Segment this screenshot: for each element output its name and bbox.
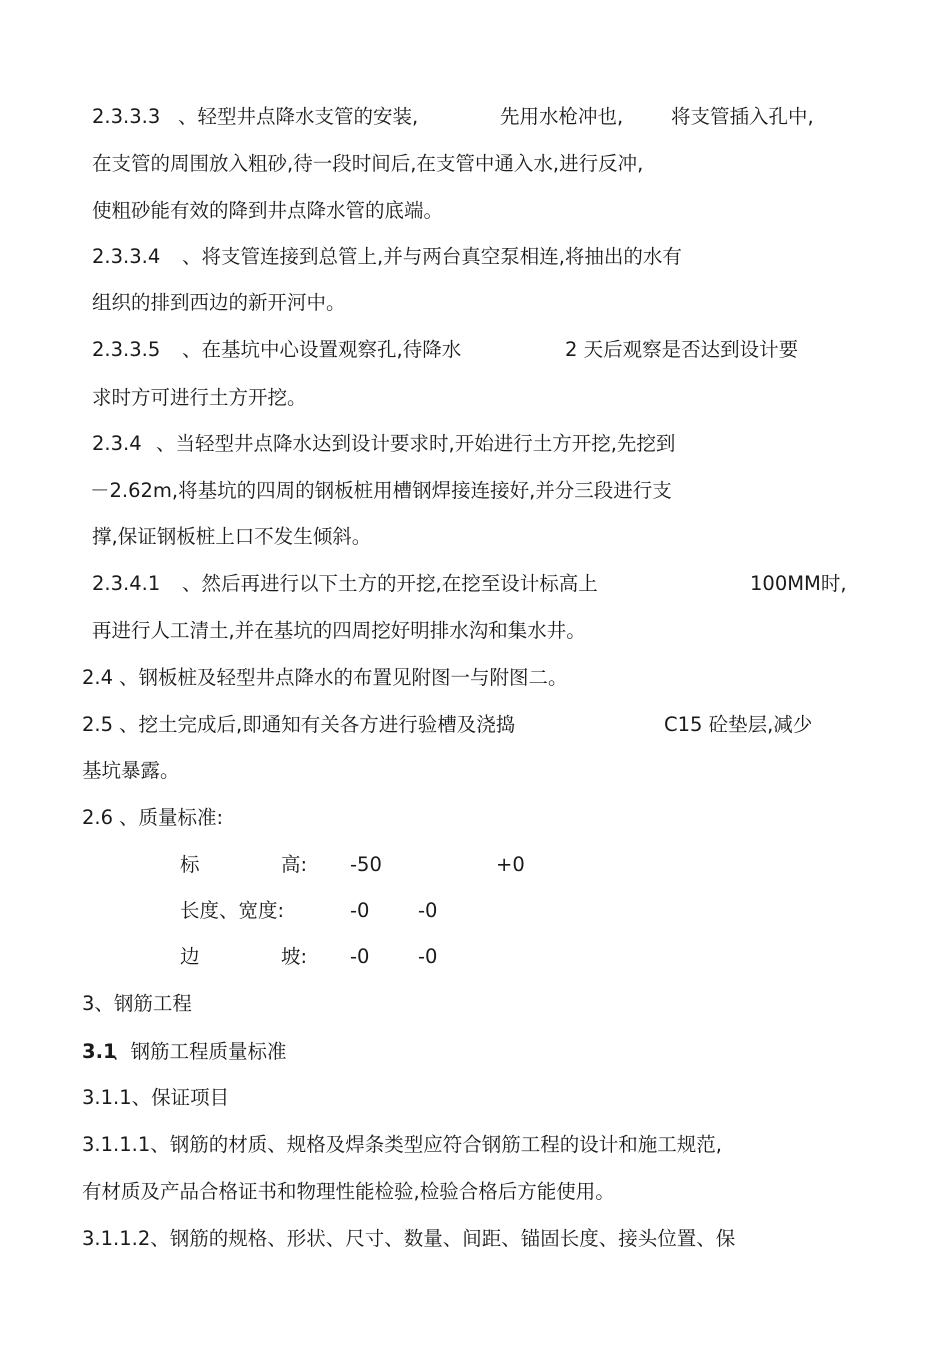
text-segment: 100MM时,: [750, 572, 847, 595]
text-segment: 有材质及产品合格证书和物理性能检验,检验合格后方能使用。: [82, 1180, 615, 1203]
section-number: 2.4: [82, 666, 114, 689]
heading-text: 、钢筋工程质量标准: [111, 1040, 287, 1063]
text-segment: 、钢板桩及轻型井点降水的布置见附图一与附图二。: [119, 666, 568, 689]
text-segment: 先用水枪冲也,: [500, 105, 624, 128]
text-segment: 基坑暴露。: [82, 759, 180, 782]
text-segment: 、挖土完成后,即通知有关各方进行验槽及浇捣: [119, 713, 516, 736]
quality-label: 长度、宽度:: [180, 899, 285, 922]
section-number: 2.3.4: [92, 432, 142, 455]
text-segment: 3.1.1.2、钢筋的规格、形状、尺寸、数量、间距、锚固长度、接头位置、保: [82, 1227, 736, 1250]
text-segment: 、在基坑中心设置观察孔,待降水: [182, 338, 462, 361]
section-number: 2.3.3.3: [92, 105, 161, 128]
text-segment: 、轻型井点降水支管的安装,: [178, 105, 419, 128]
text-segment: 在支管的周围放入粗砂,待一段时间后,在支管中通入水,进行反冲,: [92, 152, 644, 175]
text-segment: 组织的排到西边的新开河中。: [92, 291, 346, 314]
text-segment: 求时方可进行土方开挖。: [92, 386, 307, 409]
text-segment: C15 砼垫层,减少: [664, 713, 813, 736]
tolerance-value: -50: [350, 853, 382, 876]
quality-label: 边: [180, 945, 200, 968]
section-number: 3.1: [82, 1040, 117, 1063]
section-number: 2.3.3.5: [92, 338, 161, 361]
tolerance-value: +0: [496, 853, 525, 876]
section-number: 2.5: [82, 713, 114, 736]
text-segment: 使粗砂能有效的降到井点降水管的底端。: [92, 199, 444, 222]
text-segment: 、当轻型井点降水达到设计要求时,开始进行土方开挖,先挖到: [156, 432, 676, 455]
quality-label: 坡:: [281, 945, 308, 968]
quality-label: 标: [180, 853, 200, 876]
text-segment: 、将支管连接到总管上,并与两台真空泵相连,将抽出的水有: [182, 245, 682, 268]
tolerance-value: -0: [418, 945, 438, 968]
text-segment: 、然后再进行以下土方的开挖,在挖至设计标高上: [182, 572, 598, 595]
tolerance-value: -0: [418, 899, 438, 922]
section-number: 2.3.4.1: [92, 572, 161, 595]
quality-label: 高:: [281, 853, 308, 876]
heading-text: 3、钢筋工程: [82, 992, 192, 1015]
text-segment: 再进行人工清土,并在基坑的四周挖好明排水沟和集水井。: [92, 619, 586, 642]
text-segment: 将支管插入孔中,: [671, 105, 814, 128]
text-segment: 撑,保证钢板桩上口不发生倾斜。: [92, 525, 372, 548]
tolerance-value: -0: [350, 945, 370, 968]
text-segment: 2 天后观察是否达到设计要: [565, 338, 799, 361]
section-number: 2.3.3.4: [92, 245, 161, 268]
tolerance-value: -0: [350, 899, 370, 922]
text-segment: －2.62m,将基坑的四周的钢板桩用槽钢焊接连接好,并分三段进行支: [90, 479, 672, 502]
text-segment: 、质量标准:: [119, 806, 224, 829]
heading-text: 3.1.1、保证项目: [82, 1086, 230, 1109]
text-segment: 3.1.1.1、钢筋的材质、规格及焊条类型应符合钢筋工程的设计和施工规范,: [82, 1133, 722, 1156]
section-number: 2.6: [82, 806, 114, 829]
